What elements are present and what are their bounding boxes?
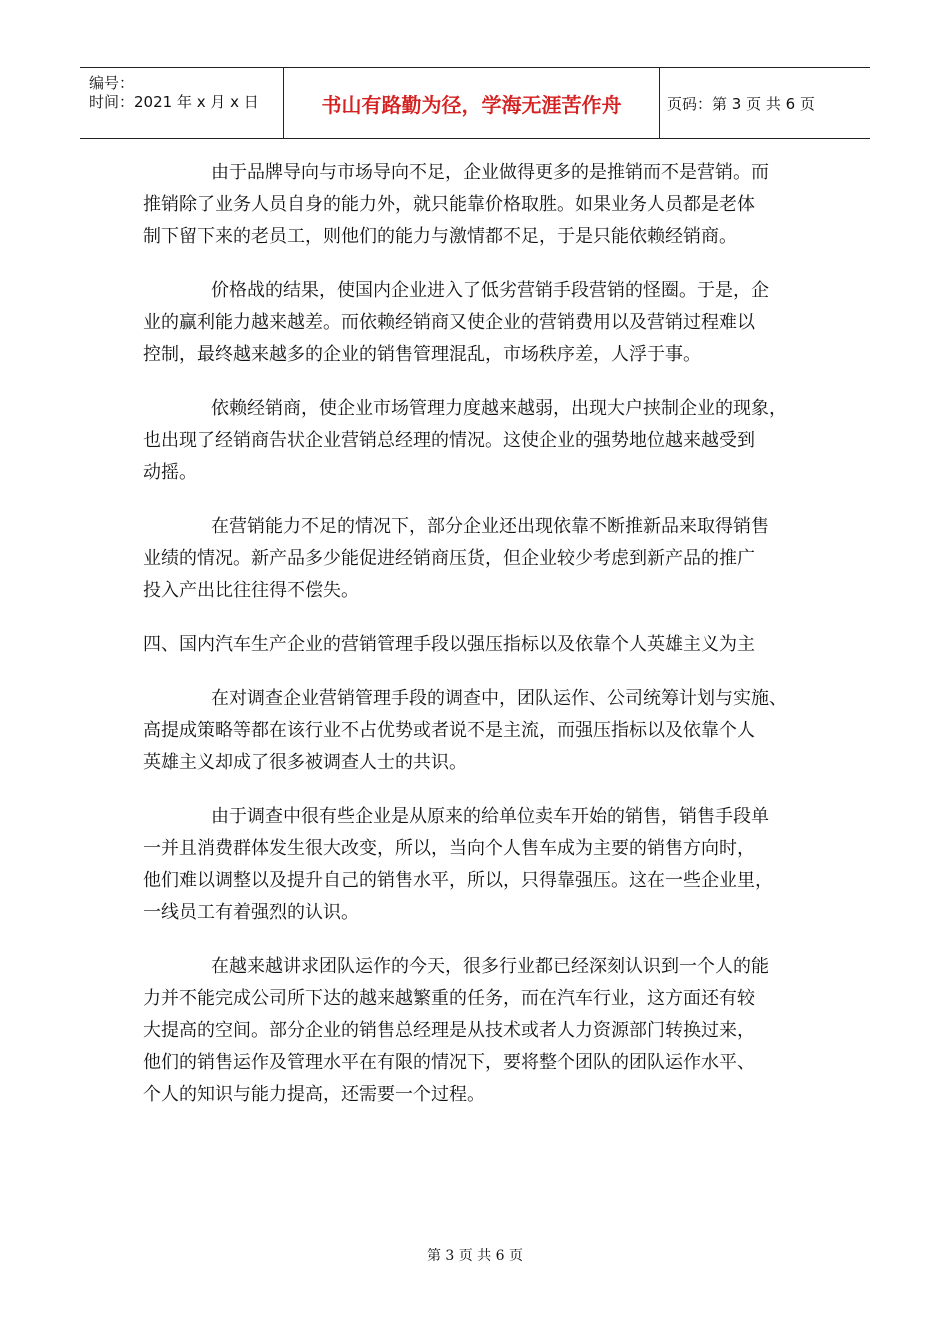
paragraph: [143, 393, 813, 489]
text-line: 四、国内汽车生产企业的营销管理手段以强压指标以及依靠个人英雄主义为主: [143, 634, 755, 655]
paragraph: [143, 511, 813, 607]
header-motto: 书山有路勤为径，学海无涯苦作舟: [283, 68, 660, 138]
text-line: 高提成策略等都在该行业不占优势或者说不是主流，而强压指标以及依靠个人: [143, 720, 755, 741]
text-line: 依赖经销商，使企业市场管理力度越来越弱，出现大户挟制企业的现象，: [211, 398, 787, 419]
paragraph: [143, 951, 813, 1111]
text-line: 在营销能力不足的情况下，部分企业还出现依靠不断推新品来取得销售: [211, 516, 769, 537]
text-line: 在越来越讲求团队运作的今天，很多行业都已经深刻认识到一个人的能: [211, 956, 769, 977]
header-page-number: 页码：第 3 页 共 6 页: [667, 94, 815, 113]
page-footer: 第 3 页 共 6 页: [426, 1248, 524, 1264]
text-line: 投入产出比往往得不偿失。: [143, 580, 359, 601]
document-body: [143, 157, 813, 1130]
text-line: 一线员工有着强烈的认识。: [143, 902, 359, 923]
text-line: 他们难以调整以及提升自己的销售水平，所以，只得靠强压。这在一些企业里，: [143, 870, 773, 891]
text-line: 英雄主义却成了很多被调查人士的共识。: [143, 752, 467, 773]
text-line: 动摇。: [143, 462, 197, 483]
text-line: 也出现了经销商告状企业营销总经理的情况。这使企业的强势地位越来越受到: [143, 430, 755, 451]
text-line: 由于调查中很有些企业是从原来的给单位卖车开始的销售，销售手段单: [211, 806, 769, 827]
text-line: 业的赢利能力越来越差。而依赖经销商又使企业的营销费用以及营销过程难以: [143, 312, 755, 333]
text-line: 由于品牌导向与市场导向不足，企业做得更多的是推销而不是营销。而: [211, 162, 769, 183]
paragraph: [143, 157, 813, 253]
header-meta: [80, 68, 283, 138]
text-line: 力并不能完成公司所下达的越来越繁重的任务，而在汽车行业，这方面还有较: [143, 988, 755, 1009]
text-line: 大提高的空间。部分企业的销售总经理是从技术或者人力资源部门转换过来，: [143, 1020, 755, 1041]
text-line: 控制，最终越来越多的企业的销售管理混乱，市场秩序差，人浮于事。: [143, 344, 701, 365]
document-number: 编号：: [89, 74, 135, 92]
paragraph: [143, 275, 813, 371]
text-line: 业绩的情况。新产品多少能促进经销商压货，但企业较少考虑到新产品的推广: [143, 548, 755, 569]
paragraph: [143, 683, 813, 779]
text-line: 一并且消费群体发生很大改变，所以，当向个人售车成为主要的销售方向时，: [143, 838, 755, 859]
text-line: 个人的知识与能力提高，还需要一个过程。: [143, 1084, 485, 1105]
text-line: 价格战的结果，使国内企业进入了低劣营销手段营销的怪圈。于是，企: [211, 280, 769, 301]
paragraph: [143, 801, 813, 929]
text-line: 推销除了业务人员自身的能力外，就只能靠价格取胜。如果业务人员都是老体: [143, 194, 755, 215]
text-line: 制下留下来的老员工，则他们的能力与激情都不足，于是只能依赖经销商。: [143, 226, 737, 247]
text-line: 他们的销售运作及管理水平在有限的情况下，要将整个团队的团队运作水平、: [143, 1052, 755, 1073]
section-heading: [143, 629, 813, 661]
page-header: [80, 67, 870, 139]
text-line: 在对调查企业营销管理手段的调查中，团队运作、公司统筹计划与实施、: [211, 688, 787, 709]
document-date: 时间：2021 年 x 月 x 日: [89, 93, 259, 111]
